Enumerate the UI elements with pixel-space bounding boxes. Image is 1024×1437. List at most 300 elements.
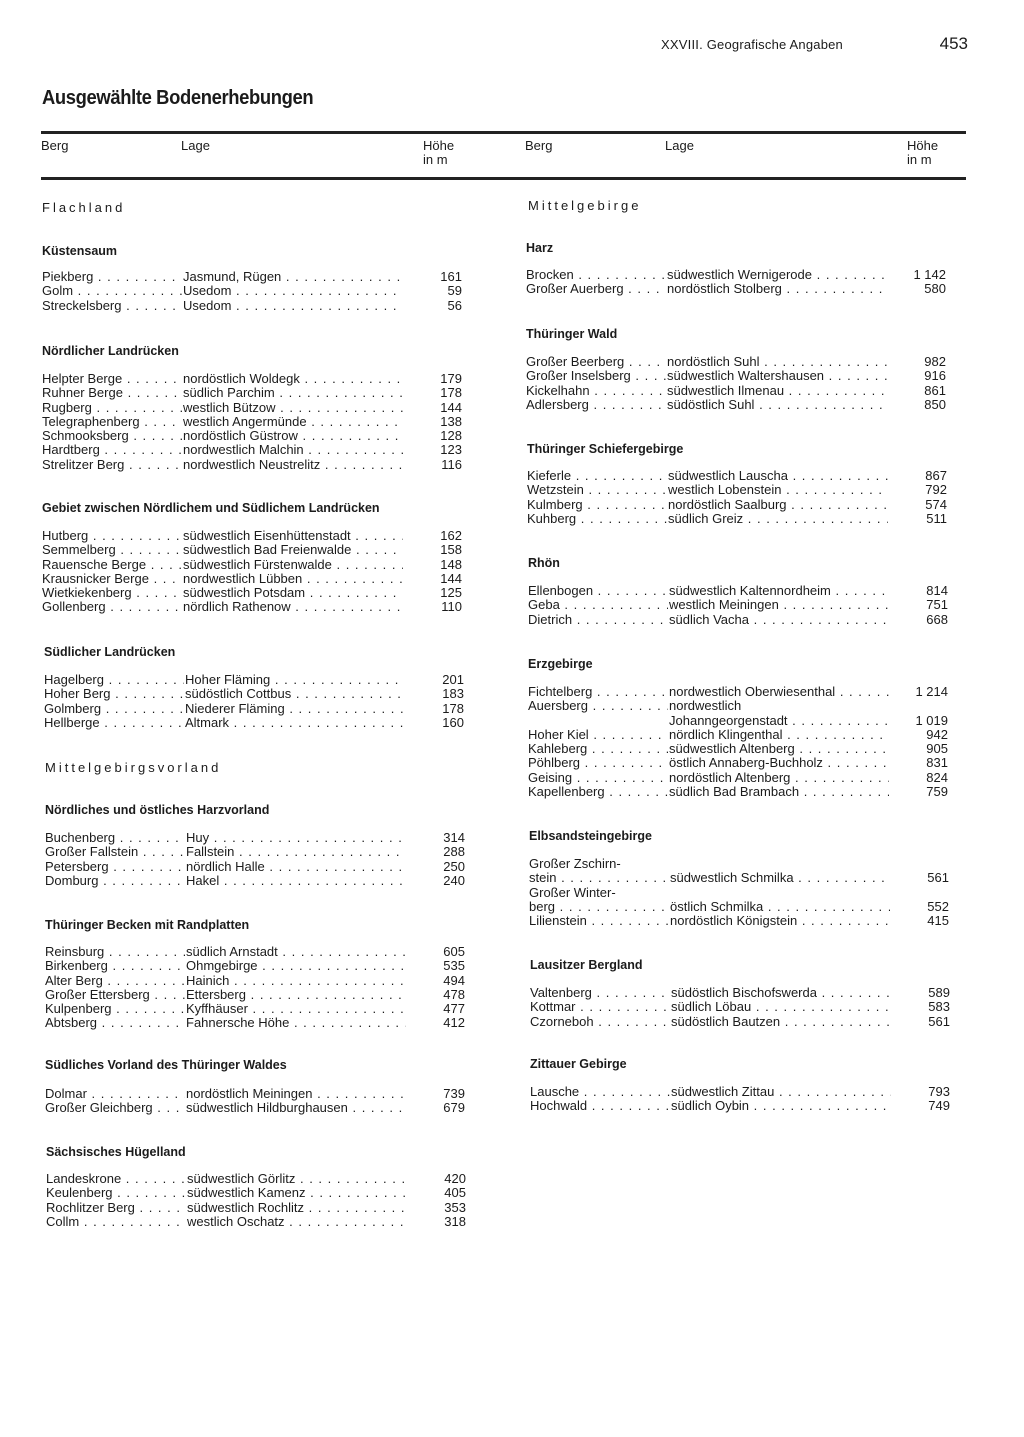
column-header-hoehe: Höhe in m (907, 138, 939, 167)
page-header (0, 36, 968, 56)
berg-name: Semmelberg . . . (42, 543, 182, 557)
berg-name: Geba . . . (528, 598, 668, 612)
berg-lage: Huy . . . (186, 831, 406, 845)
berg-hoehe: 511 (926, 510, 947, 526)
berg-name: Landeskrone . . . (46, 1172, 186, 1186)
berg-lage: südwestlich Altenberg . . . (669, 742, 889, 756)
berg-hoehe: 831 (926, 755, 948, 771)
berg-lage: südwestlich Görlitz . . . (187, 1172, 407, 1186)
group-rows (528, 685, 948, 799)
berg-lage: südwestlich Bad Freienwalde . . . (183, 543, 403, 557)
group-rows (526, 268, 946, 297)
berg-hoehe: 850 (924, 396, 946, 412)
berg-hoehe: 751 (926, 597, 948, 613)
berg-lage: nordwestlich Neustrelitz . . . (183, 458, 403, 472)
group-heading: Südlicher Landrücken (44, 645, 176, 659)
table-row (526, 268, 946, 282)
berg-name: Adlersberg . . . (526, 398, 666, 412)
berg-hoehe: 138 (440, 413, 462, 429)
table-row (526, 369, 946, 383)
berg-name: Großer Winter- (529, 885, 616, 900)
berg-name: stein . . . (529, 871, 669, 885)
berg-name: Hellberge . . . (44, 716, 184, 730)
table-row (45, 831, 465, 845)
berg-lage: südöstlich Cottbus . . . (185, 687, 405, 701)
berg-lage: westlich Meiningen . . . (669, 598, 889, 612)
berg-hoehe: 178 (440, 385, 462, 401)
berg-lage: südwestlich Hildburghausen . . . (186, 1101, 406, 1115)
table-row (42, 600, 462, 614)
berg-name: Alter Berg . . . (45, 974, 185, 988)
chapter-title: XXVIII. Geografische Angaben (661, 37, 843, 52)
berg-name: Birkenberg . . . (45, 959, 185, 973)
berg-lage: südwestlich Rochlitz . . . (187, 1201, 407, 1215)
table-row (526, 282, 946, 296)
table-row (527, 512, 947, 526)
group-rows (527, 469, 947, 526)
table-row (529, 900, 949, 914)
table-row (44, 687, 464, 701)
berg-name: Großer Fallstein . . . (45, 845, 185, 859)
table-row (528, 598, 948, 612)
berg-lage: nordöstlich Königstein . . . (670, 914, 890, 928)
berg-hoehe: 183 (442, 686, 464, 702)
table-row (45, 1101, 465, 1115)
berg-name: Brocken . . . (526, 268, 666, 282)
berg-hoehe: 580 (924, 281, 946, 297)
section-heading: Flachland (42, 200, 126, 215)
group-heading: Rhön (528, 556, 560, 570)
berg-name: Großer Gleichberg . . . (45, 1101, 185, 1115)
berg-hoehe: 759 (926, 784, 948, 800)
group-heading: Küstensaum (42, 244, 118, 258)
berg-hoehe: 561 (927, 870, 949, 886)
berg-hoehe: 1 019 (915, 712, 948, 728)
group-heading: Thüringer Schiefergebirge (527, 442, 684, 456)
berg-name: Lilienstein . . . (529, 914, 669, 928)
berg-name: Hoher Berg . . . (44, 687, 184, 701)
berg-name: Lausche . . . (530, 1085, 670, 1099)
berg-name: berg . . . (529, 900, 669, 914)
berg-hoehe: 288 (443, 844, 465, 860)
berg-lage: Hoher Fläming . . . (185, 673, 405, 687)
berg-lage: westlich Angermünde . . . (183, 415, 403, 429)
table-row (42, 558, 462, 572)
berg-hoehe: 178 (442, 700, 464, 716)
table-row (45, 860, 465, 874)
berg-hoehe: 158 (440, 542, 462, 558)
berg-lage: südwestlich Ilmenau . . . (667, 384, 887, 398)
berg-hoehe: 574 (925, 496, 947, 512)
berg-hoehe: 56 (447, 297, 462, 313)
table-row (528, 685, 948, 699)
group-rows (46, 1172, 466, 1229)
table-row (42, 415, 462, 429)
table-row (526, 384, 946, 398)
table-row (529, 914, 949, 928)
berg-lage: Hakel . . . (186, 874, 406, 888)
column-header-lage: Lage (665, 138, 694, 153)
berg-name: Ruhner Berge . . . (42, 386, 182, 400)
berg-name: Strelitzer Berg . . . (42, 458, 182, 472)
section-heading: Mittelgebirge (528, 198, 642, 213)
berg-name: Hagelberg . . . (44, 673, 184, 687)
berg-hoehe: 824 (926, 769, 948, 785)
berg-lage: Kyffhäuser . . . (186, 1002, 406, 1016)
berg-lage: südlich Arnstadt . . . (186, 945, 406, 959)
berg-lage: östlich Schmilka . . . (670, 900, 890, 914)
berg-hoehe: 415 (927, 913, 949, 929)
column-header-berg: Berg (41, 138, 69, 153)
berg-lage: nordwestlich Lübben . . . (183, 572, 403, 586)
berg-hoehe: 739 (443, 1086, 465, 1101)
berg-lage: nordöstlich Stolberg . . . (667, 282, 887, 296)
berg-name: Abtsberg . . . (45, 1016, 185, 1030)
berg-hoehe: 942 (926, 726, 948, 742)
berg-hoehe: 861 (924, 382, 946, 398)
berg-lage: nördlich Klingenthal . . . (669, 728, 889, 742)
table-row (528, 756, 948, 770)
table-row (530, 1099, 950, 1113)
berg-hoehe: 535 (443, 958, 465, 974)
berg-name: Czorneboh . . . (530, 1015, 670, 1029)
berg-hoehe: 793 (928, 1084, 950, 1099)
berg-name: Kulmberg . . . (527, 498, 667, 512)
table-row (46, 1215, 466, 1229)
berg-lage: nordöstlich Altenberg . . . (669, 771, 889, 785)
table-top-rule (41, 131, 966, 134)
berg-lage: nordwestlich Malchin . . . (183, 443, 403, 457)
group-heading: Elbsandsteingebirge (529, 829, 652, 843)
column-header-lage: Lage (181, 138, 210, 153)
berg-lage: südwestlich Zittau . . . (671, 1085, 891, 1099)
table-row (42, 299, 462, 313)
group-heading: Sächsisches Hügelland (46, 1145, 186, 1159)
berg-name: Großer Zschirn- (529, 857, 621, 871)
berg-name: Hardtberg . . . (42, 443, 182, 457)
table-row (530, 1015, 950, 1029)
berg-hoehe: 123 (440, 442, 462, 458)
berg-lage: nordwestlich Oberwiesenthal . . . (669, 685, 889, 699)
berg-hoehe: 477 (443, 1001, 465, 1017)
group-heading: Harz (526, 241, 554, 255)
table-row (528, 584, 948, 598)
berg-name: Rochlitzer Berg . . . (46, 1201, 186, 1215)
berg-name: Kieferle . . . (527, 469, 667, 483)
berg-lage: nordöstlich Meiningen . . . (186, 1087, 406, 1101)
table-row (526, 398, 946, 412)
berg-name: Kahleberg . . . (528, 742, 668, 756)
berg-hoehe: 162 (440, 528, 462, 543)
berg-hoehe: 405 (444, 1185, 466, 1201)
berg-lage: südwestlich Schmilka . . . (670, 871, 890, 885)
section-heading: Mittelgebirgsvorland (45, 760, 222, 775)
group-heading: Nördlicher Landrücken (42, 344, 179, 358)
table-row (42, 458, 462, 472)
table-row (44, 716, 464, 730)
berg-lage: nordöstlich Woldegk . . . (183, 372, 403, 386)
table-row (44, 702, 464, 716)
table-row (42, 386, 462, 400)
group-rows (530, 1085, 950, 1114)
table-row (528, 742, 948, 756)
table-row (46, 1172, 466, 1186)
berg-lage: Fallstein . . . (186, 845, 406, 859)
column-header-berg: Berg (525, 138, 553, 153)
berg-lage: Niederer Fläming . . . (185, 702, 405, 716)
group-rows (42, 270, 462, 313)
berg-hoehe: 353 (444, 1199, 466, 1215)
berg-name: Rauensche Berge . . . (42, 558, 182, 572)
berg-hoehe: 420 (444, 1171, 466, 1186)
berg-name: Kapellenberg . . . (528, 785, 668, 799)
group-heading: Erzgebirge (528, 657, 593, 671)
group-heading: Zittauer Gebirge (530, 1057, 627, 1071)
berg-name: Gollenberg . . . (42, 600, 182, 614)
berg-name: Krausnicker Berge . . . (42, 572, 182, 586)
group-heading: Thüringer Becken mit Randplatten (45, 918, 250, 932)
berg-hoehe: 179 (440, 371, 462, 386)
page-number: 453 (939, 34, 968, 53)
table-row (45, 845, 465, 859)
table-row (45, 1087, 465, 1101)
table-row (42, 586, 462, 600)
berg-hoehe: 160 (442, 714, 464, 730)
berg-lage: Johanngeorgenstadt . . . (669, 714, 889, 728)
berg-lage: östlich Annaberg-Buchholz . . . (669, 756, 889, 770)
berg-hoehe: 583 (928, 999, 950, 1015)
table-row (45, 1016, 465, 1030)
table-row (45, 974, 465, 988)
berg-name: Petersberg . . . (45, 860, 185, 874)
berg-name: Großer Beerberg . . . (526, 355, 666, 369)
berg-name: Kulpenberg . . . (45, 1002, 185, 1016)
berg-name: Hochwald . . . (530, 1099, 670, 1113)
berg-name: Rugberg . . . (42, 401, 182, 415)
table-row (527, 483, 947, 497)
table-row (530, 1000, 950, 1014)
table-row (528, 785, 948, 799)
table-row (530, 1085, 950, 1099)
berg-name: Golmberg . . . (44, 702, 184, 716)
table-row (45, 959, 465, 973)
berg-name: Kottmar . . . (530, 1000, 670, 1014)
berg-name: Buchenberg . . . (45, 831, 185, 845)
berg-lage: westlich Lobenstein . . . (668, 483, 888, 497)
berg-hoehe: 605 (443, 944, 465, 959)
table-row (42, 284, 462, 298)
berg-hoehe: 59 (447, 283, 462, 299)
table-row (527, 498, 947, 512)
berg-hoehe: 318 (444, 1213, 466, 1229)
table-row (42, 529, 462, 543)
berg-hoehe: 668 (926, 611, 948, 627)
group-rows (529, 857, 949, 928)
table-row (45, 874, 465, 888)
table-header-rule (41, 177, 966, 180)
berg-lage: südlich Oybin . . . (671, 1099, 891, 1113)
berg-hoehe: 552 (927, 898, 949, 914)
berg-lage: südwestlich Kaltennordheim . . . (669, 584, 889, 598)
berg-hoehe: 314 (443, 830, 465, 845)
berg-hoehe: 749 (928, 1098, 950, 1114)
page-title: Ausgewählte Bodenerhebungen (42, 87, 314, 109)
group-rows (530, 986, 950, 1029)
berg-lage: nördlich Rathenow . . . (183, 600, 403, 614)
berg-hoehe: 125 (440, 585, 462, 601)
berg-lage: südöstlich Suhl . . . (667, 398, 887, 412)
berg-lage: südlich Löbau . . . (671, 1000, 891, 1014)
berg-name: Großer Inselsberg . . . (526, 369, 666, 383)
group-rows (526, 355, 946, 412)
berg-lage: Ohmgebirge . . . (186, 959, 406, 973)
berg-hoehe: 110 (441, 599, 462, 615)
berg-hoehe: 240 (443, 872, 465, 888)
berg-lage: nördlich Halle . . . (186, 860, 406, 874)
berg-name: Streckelsberg . . . (42, 299, 182, 313)
berg-name: Großer Ettersberg . . . (45, 988, 185, 1002)
berg-lage: Jasmund, Rügen . . . (183, 270, 403, 284)
table-row (46, 1201, 466, 1215)
berg-lage: südwestlich Wernigerode . . . (667, 268, 887, 282)
berg-hoehe: 561 (928, 1013, 950, 1029)
berg-hoehe: 867 (925, 468, 947, 483)
berg-name: Telegraphenberg . . . (42, 415, 182, 429)
berg-name: Reinsburg . . . (45, 945, 185, 959)
berg-lage: südöstlich Bischofswerda . . . (671, 986, 891, 1000)
berg-name: Valtenberg . . . (530, 986, 670, 1000)
berg-hoehe: 144 (440, 399, 462, 415)
berg-hoehe: 201 (442, 672, 464, 687)
group-rows (42, 529, 462, 615)
berg-hoehe: 144 (440, 570, 462, 586)
table-row (42, 572, 462, 586)
berg-lage: südwestlich Eisenhüttenstadt . . . (183, 529, 403, 543)
table-row (42, 372, 462, 386)
table-row (528, 613, 948, 627)
table-row (529, 871, 949, 885)
berg-name: Kuhberg . . . (527, 512, 667, 526)
berg-lage: südwestlich Fürstenwalde . . . (183, 558, 403, 572)
group-heading: Thüringer Wald (526, 327, 618, 341)
berg-name: Schmooksberg . . . (42, 429, 182, 443)
berg-lage: Hainich . . . (186, 974, 406, 988)
berg-name: Wietkiekenberg . . . (42, 586, 182, 600)
berg-lage: nordöstlich Suhl . . . (667, 355, 887, 369)
berg-name: Wetzstein . . . (527, 483, 667, 497)
table-row (42, 543, 462, 557)
berg-name: Collm . . . (46, 1215, 186, 1229)
berg-hoehe: 412 (443, 1015, 465, 1031)
berg-name: Geising . . . (528, 771, 668, 785)
berg-lage: nordöstlich Güstrow . . . (183, 429, 403, 443)
group-rows (528, 584, 948, 627)
table-row (528, 728, 948, 742)
berg-name: Auersberg . . . (528, 699, 668, 713)
berg-lage: südwestlich Lauscha . . . (668, 469, 888, 483)
berg-lage: südlich Bad Brambach . . . (669, 785, 889, 799)
berg-name: Golm . . . (42, 284, 182, 298)
column-header-hoehe: Höhe in m (423, 138, 455, 167)
berg-name: Großer Auerberg . . . (526, 282, 666, 296)
table-row (42, 270, 462, 284)
berg-hoehe: 161 (440, 269, 462, 284)
berg-hoehe: 148 (440, 556, 462, 572)
berg-lage: südwestlich Waltershausen . . . (667, 369, 887, 383)
berg-hoehe: 1 142 (913, 267, 946, 282)
table-row (44, 673, 464, 687)
table-row (528, 699, 948, 713)
berg-lage: westlich Bützow . . . (183, 401, 403, 415)
table-row (45, 1002, 465, 1016)
berg-hoehe: 814 (926, 583, 948, 598)
table-row (530, 986, 950, 1000)
berg-hoehe: 916 (924, 368, 946, 384)
berg-name: Pöhlberg . . . (528, 756, 668, 770)
berg-lage: Usedom . . . (183, 284, 403, 298)
berg-hoehe: 792 (925, 482, 947, 498)
berg-hoehe: 982 (924, 354, 946, 369)
berg-lage: südlich Parchim . . . (183, 386, 403, 400)
berg-lage: Ettersberg . . . (186, 988, 406, 1002)
table-row (42, 443, 462, 457)
berg-name: Helpter Berge . . . (42, 372, 182, 386)
berg-hoehe: 679 (443, 1100, 465, 1116)
berg-name: Hutberg . . . (42, 529, 182, 543)
berg-hoehe: 250 (443, 858, 465, 874)
berg-lage: Usedom . . . (183, 299, 403, 313)
berg-hoehe: 905 (926, 741, 948, 757)
berg-name: Dietrich . . . (528, 613, 668, 627)
berg-name: Domburg . . . (45, 874, 185, 888)
berg-name: Keulenberg . . . (46, 1186, 186, 1200)
berg-name: Ellenbogen . . . (528, 584, 668, 598)
berg-hoehe: 589 (928, 985, 950, 1000)
group-heading: Südliches Vorland des Thüringer Waldes (45, 1058, 287, 1072)
berg-lage: nordwestlich (669, 699, 742, 714)
table-row (528, 714, 948, 728)
berg-hoehe: 1 214 (915, 684, 948, 699)
group-rows (42, 372, 462, 472)
table-row (45, 945, 465, 959)
berg-lage: südwestlich Potsdam . . . (183, 586, 403, 600)
group-heading: Lausitzer Bergland (530, 958, 643, 972)
berg-name: Dolmar . . . (45, 1087, 185, 1101)
berg-lage: südwestlich Kamenz . . . (187, 1186, 407, 1200)
berg-lage: südlich Vacha . . . (669, 613, 889, 627)
berg-lage: Altmark . . . (185, 716, 405, 730)
table-row (529, 886, 949, 900)
table-row (526, 355, 946, 369)
berg-lage: nordöstlich Saalburg . . . (668, 498, 888, 512)
table-row (42, 401, 462, 415)
berg-hoehe: 116 (441, 456, 462, 472)
berg-lage: westlich Oschatz . . . (187, 1215, 407, 1229)
group-rows (44, 673, 464, 730)
group-rows (45, 831, 465, 888)
berg-name: Fichtelberg . . . (528, 685, 668, 699)
group-rows (45, 945, 465, 1031)
berg-name: Kickelhahn . . . (526, 384, 666, 398)
berg-hoehe: 494 (443, 972, 465, 988)
table-row (45, 988, 465, 1002)
berg-hoehe: 478 (443, 986, 465, 1002)
table-row (527, 469, 947, 483)
group-rows (45, 1087, 465, 1116)
berg-hoehe: 128 (440, 428, 462, 444)
group-heading: Gebiet zwischen Nördlichem und Südlichem Landrücken (42, 501, 380, 515)
berg-name: Piekberg . . . (42, 270, 182, 284)
